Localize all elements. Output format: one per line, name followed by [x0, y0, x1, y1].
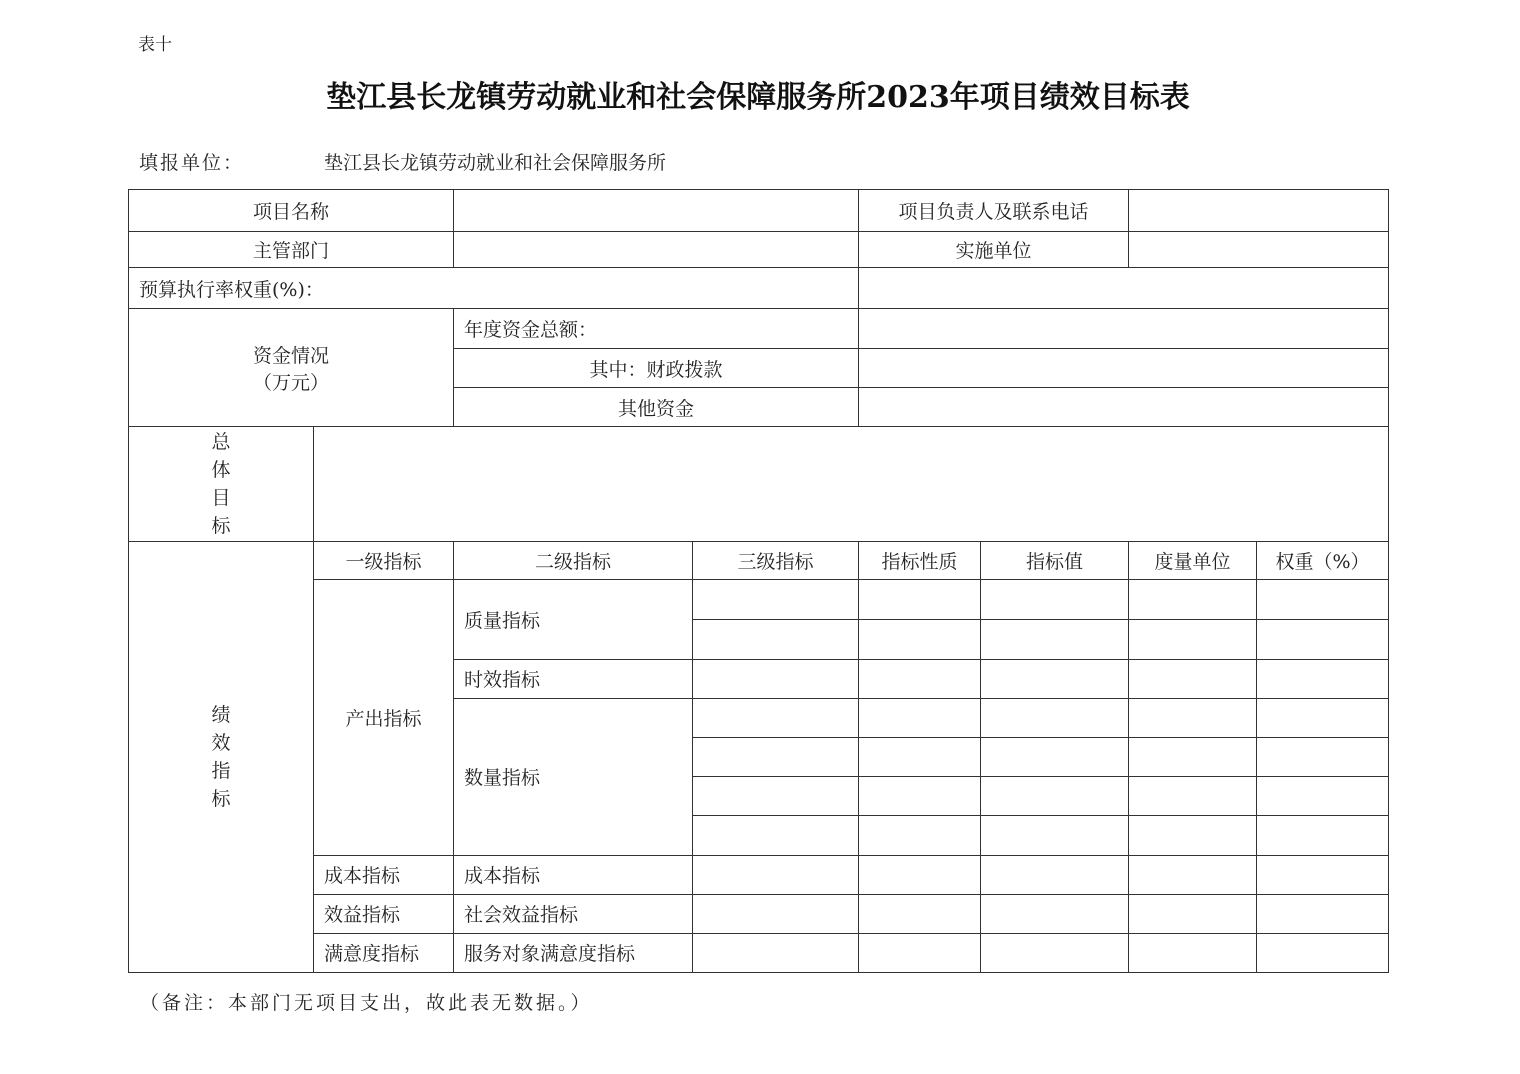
- satisfaction-indicator-l2: 服务对象满意度指标: [454, 933, 693, 972]
- indicator-cell: [1257, 855, 1389, 894]
- indicator-cell: [1129, 659, 1257, 698]
- indicator-cell: [693, 619, 859, 659]
- budget-rate-label: 预算执行率权重(%)：: [129, 268, 859, 309]
- indicator-cell: [1257, 933, 1389, 972]
- header-level3: 三级指标: [693, 542, 859, 580]
- indicator-cell: [1129, 933, 1257, 972]
- indicator-cell: [859, 619, 981, 659]
- indicator-cell: [859, 580, 981, 619]
- overall-goal-char: 体: [211, 459, 231, 482]
- fill-unit-label: 填报单位：: [139, 152, 245, 174]
- perf-indicator-char: 标: [211, 788, 231, 811]
- overall-goal-label: [129, 427, 314, 542]
- indicator-cell: [859, 855, 981, 894]
- indicator-cell: [1129, 619, 1257, 659]
- header-nature: 指标性质: [859, 542, 981, 580]
- project-name-value: [454, 190, 859, 232]
- funds-label: [129, 309, 454, 427]
- indicator-cell: [1257, 659, 1389, 698]
- output-indicator: 产出指标: [314, 580, 454, 855]
- indicator-cell: [859, 894, 981, 933]
- indicator-cell: [981, 855, 1129, 894]
- indicator-cell: [981, 580, 1129, 619]
- indicator-cell: [1129, 698, 1257, 737]
- indicator-cell: [981, 776, 1129, 815]
- fiscal-value: [859, 349, 1389, 388]
- impl-unit-value: [1129, 232, 1389, 268]
- indicator-cell: [1129, 855, 1257, 894]
- indicator-cell: [859, 659, 981, 698]
- indicator-cell: [1257, 737, 1389, 776]
- indicator-cell: [1129, 894, 1257, 933]
- satisfaction-indicator-l1: 满意度指标: [314, 933, 454, 972]
- other-funds-label: 其他资金: [454, 388, 859, 427]
- indicator-cell: [981, 815, 1129, 855]
- indicator-cell: [693, 737, 859, 776]
- indicator-cell: [1129, 737, 1257, 776]
- header-level2: 二级指标: [454, 542, 693, 580]
- fiscal-label: 其中：财政拨款: [454, 349, 859, 388]
- other-funds-value: [859, 388, 1389, 427]
- overall-goal-char: 目: [211, 487, 231, 510]
- indicator-cell: [859, 698, 981, 737]
- annual-total-value: [859, 309, 1389, 349]
- indicator-cell: [693, 776, 859, 815]
- header-value: 指标值: [981, 542, 1129, 580]
- indicator-cell: [981, 659, 1129, 698]
- indicator-cell: [859, 737, 981, 776]
- leader-phone-value: [1129, 190, 1389, 232]
- annual-total-label: 年度资金总额：: [454, 309, 859, 349]
- performance-target-table: [128, 189, 1389, 973]
- indicator-cell: [693, 933, 859, 972]
- indicator-cell: [693, 659, 859, 698]
- funds-unit-text: （万元）: [253, 371, 330, 394]
- quantity-indicator: 数量指标: [454, 698, 693, 855]
- table-number: 表十: [138, 35, 172, 55]
- budget-rate-value: [859, 268, 1389, 309]
- timeliness-indicator: 时效指标: [454, 659, 693, 698]
- indicator-cell: [981, 737, 1129, 776]
- indicator-cell: [693, 580, 859, 619]
- indicator-cell: [1129, 776, 1257, 815]
- indicator-cell: [859, 815, 981, 855]
- indicator-cell: [1257, 619, 1389, 659]
- indicator-cell: [1129, 580, 1257, 619]
- perf-indicator-char: 绩: [211, 704, 231, 727]
- indicator-cell: [693, 855, 859, 894]
- cost-indicator-l1: 成本指标: [314, 855, 454, 894]
- header-unit: 度量单位: [1129, 542, 1257, 580]
- footnote: （备注：本部门无项目支出，故此表无数据。）: [140, 992, 593, 1014]
- indicator-cell: [981, 619, 1129, 659]
- indicator-cell: [1129, 815, 1257, 855]
- indicator-cell: [981, 894, 1129, 933]
- impl-unit-label: 实施单位: [859, 232, 1129, 268]
- header-level1: 一级指标: [314, 542, 454, 580]
- perf-indicator-label: [129, 542, 314, 973]
- funds-label-text: 资金情况: [253, 344, 330, 367]
- benefit-indicator-l1: 效益指标: [314, 894, 454, 933]
- indicator-cell: [1257, 894, 1389, 933]
- project-name-label: 项目名称: [129, 190, 454, 232]
- indicator-cell: [693, 815, 859, 855]
- department-value: [454, 232, 859, 268]
- benefit-indicator-l2: 社会效益指标: [454, 894, 693, 933]
- header-weight: 权重（%）: [1257, 542, 1389, 580]
- indicator-cell: [859, 933, 981, 972]
- indicator-cell: [981, 933, 1129, 972]
- indicator-cell: [981, 698, 1129, 737]
- quality-indicator: 质量指标: [454, 580, 693, 659]
- fill-unit-value: 垫江县长龙镇劳动就业和社会保障服务所: [324, 152, 667, 174]
- indicator-cell: [1257, 776, 1389, 815]
- indicator-cell: [693, 894, 859, 933]
- indicator-cell: [1257, 580, 1389, 619]
- indicator-cell: [1257, 698, 1389, 737]
- department-label: 主管部门: [129, 232, 454, 268]
- overall-goal-value: [314, 427, 1389, 542]
- indicator-cell: [1257, 815, 1389, 855]
- indicator-cell: [693, 698, 859, 737]
- overall-goal-char: 总: [211, 431, 231, 454]
- page-title: 垫江县长龙镇劳动就业和社会保障服务所2023年项目绩效目标表: [326, 80, 1190, 115]
- indicator-cell: [859, 776, 981, 815]
- leader-phone-label: 项目负责人及联系电话: [859, 190, 1129, 232]
- cost-indicator-l2: 成本指标: [454, 855, 693, 894]
- perf-indicator-char: 指: [211, 760, 231, 783]
- overall-goal-char: 标: [211, 515, 231, 538]
- perf-indicator-char: 效: [211, 732, 231, 755]
